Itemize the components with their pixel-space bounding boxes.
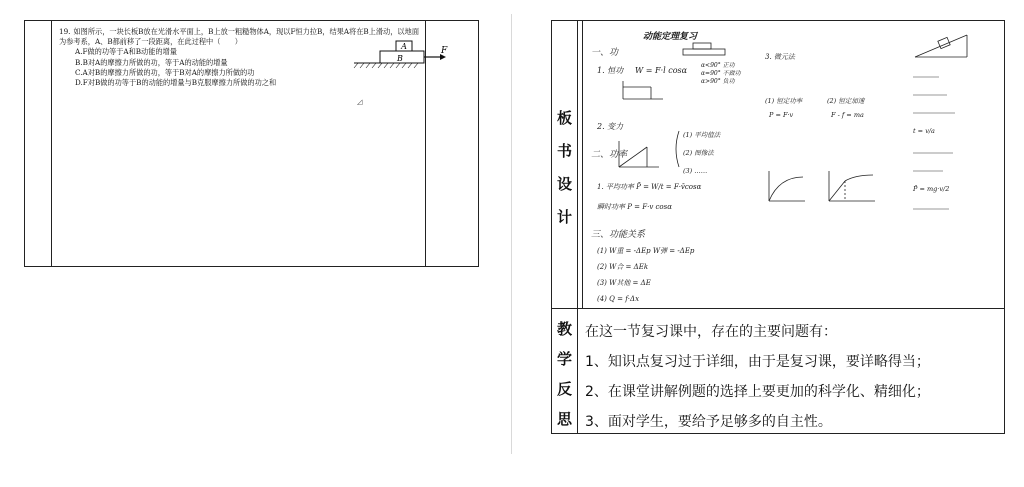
incline-sketch [915, 35, 967, 57]
const-accel: (2) 恒定加速 [827, 97, 865, 105]
angle-note-3: α>90° 负功 [701, 78, 735, 85]
newton-eq: F - f = ma [831, 111, 864, 119]
time-eq: t = v/a [913, 127, 935, 135]
option-b: B.B对A的摩擦力所做的功，等于A的动能的增量 [75, 57, 228, 67]
power-eq: P = F·v [769, 111, 794, 119]
option-d: D.F对B做的功等于B的动能的增量与B克服摩擦力所做的功之和 [75, 78, 277, 88]
section-work: 一、功 [591, 48, 619, 58]
right-page-table [551, 20, 1005, 434]
variable-force: 2. 变力 [597, 122, 624, 131]
const-power: (1) 恒定功率 [765, 97, 803, 105]
avg-power-eq: P̄ = mg·v/2 [913, 185, 950, 193]
teaching-reflection-label: 教 学 反 思 [556, 320, 572, 428]
relation-4: (4) Q = f·Δx [597, 295, 640, 303]
label-column-line [577, 21, 578, 433]
angle-note-2: α=90° 不做功 [701, 70, 741, 77]
section-power: 二、功率 [591, 150, 628, 160]
reflection-item-2: 2、在课堂讲解例题的选择上要更加的科学化、精细化； [585, 384, 930, 400]
variable-note-2: (2) 图像法 [683, 149, 714, 157]
board-title: 动能定理复习 [643, 32, 698, 42]
variable-note-1: (1) 平均值法 [683, 131, 721, 139]
micro-element: 3. 微元法 [765, 53, 795, 61]
label-a: A [401, 42, 407, 51]
angle-note-1: α<90° 正功 [701, 62, 735, 69]
left-page-table [24, 20, 479, 267]
variable-note-3: (3) …… [683, 167, 708, 175]
reflection-text [585, 317, 1000, 437]
page-divider [511, 14, 512, 454]
avg-power: 1. 平均功率 P̄ = W/t = F·v̄cosα [597, 183, 702, 191]
graph-3 [769, 171, 875, 201]
reflection-item-3: 3、面对学生，要给予足够多的自主性。 [585, 414, 832, 430]
label-f: F [441, 46, 448, 56]
reflection-intro: 在这一节复习课中，存在的主要问题有： [585, 324, 837, 340]
section-separator [552, 308, 1004, 309]
constant-work: 1. 恒功 [597, 66, 624, 75]
option-c: C.A对B的摩擦力所做的功，等于B对A的摩擦力所做的功 [75, 67, 255, 77]
corner-mark: ◿ [357, 98, 363, 106]
relation-2: (2) W合 = ΔEk [597, 263, 649, 271]
relation-3: (3) W其他 = ΔE [597, 279, 651, 287]
graph-1 [623, 81, 663, 99]
option-a: A.F做的功等于A和B动能的增量 [75, 47, 177, 57]
board-design-label: 板 书 设 计 [556, 109, 572, 226]
board-photo [583, 21, 1005, 307]
question-text: 如图所示，一块长板B放在光滑水平面上，B上放一粗糙物体A，现以F恒力拉B，结果A将在B上滑动，以地面为参考系，A、B都前移了一段距离，在此过程中（ ） [59, 27, 420, 47]
section-energy: 三、功能关系 [591, 230, 646, 240]
work-formula: W = F·l cosα [635, 66, 688, 75]
label-b: B [397, 54, 403, 63]
question-number: 19. [59, 27, 71, 36]
reflection-item-1: 1、知识点复习过于详细，由于是复习课，要详略得当； [585, 354, 930, 370]
instant-power: 瞬时功率 P = F·v cosα [597, 203, 672, 211]
relation-1: (1) W重 = -ΔEp W弹 = -ΔEp [597, 247, 695, 255]
left-column-line [51, 21, 52, 266]
block-diagram [352, 29, 448, 73]
